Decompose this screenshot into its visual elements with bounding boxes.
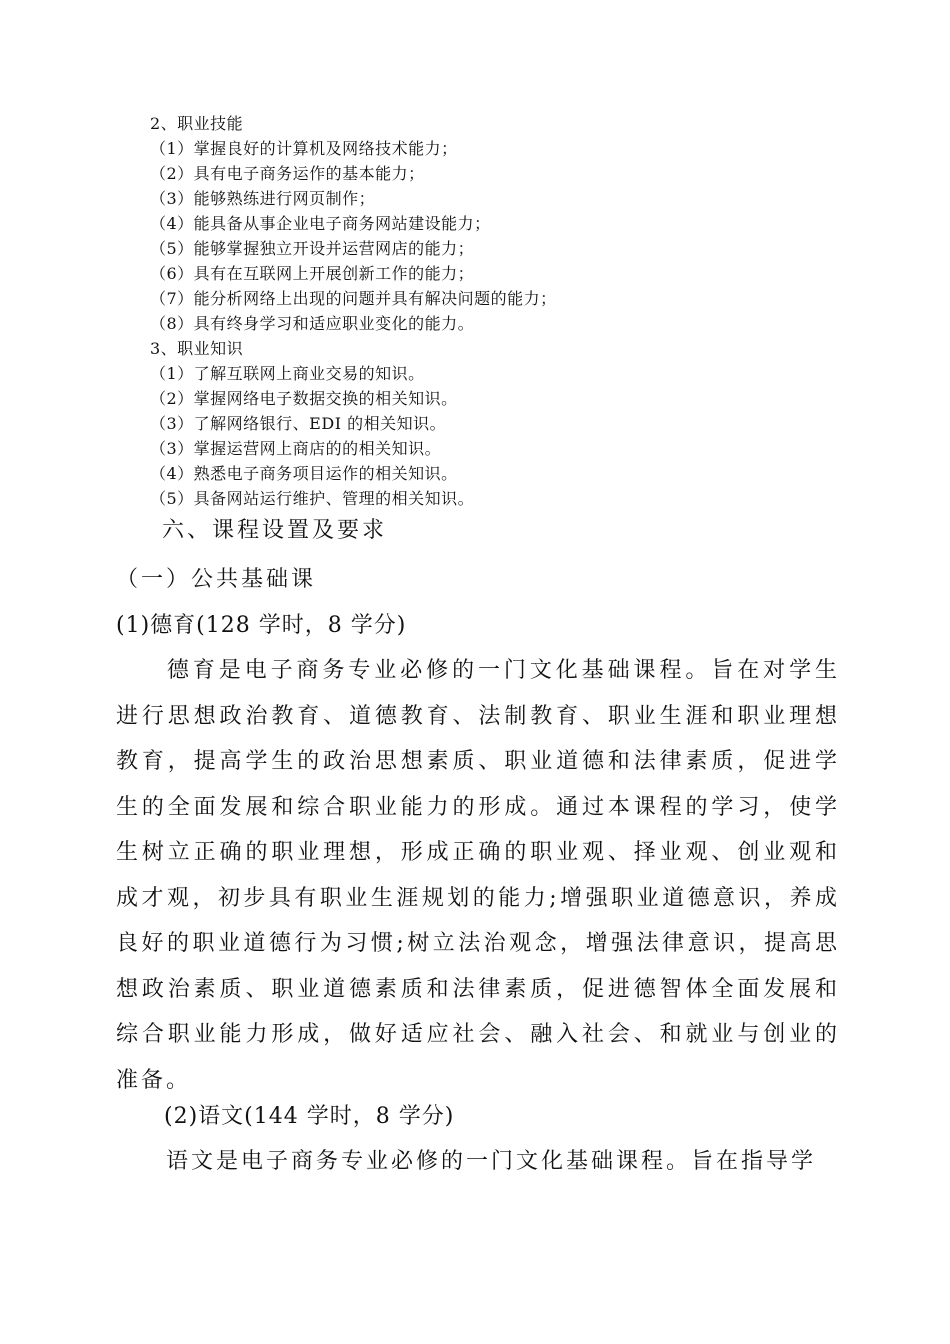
skills-item-1: （1）掌握良好的计算机及网络技术能力；: [150, 139, 458, 158]
course-1-body-text: 德育是电子商务专业必修的一门文化基础课程。旨在对学生进行思想政治教育、道德教育、法制教育、职业生涯和职业理想教育，提高学生的政治思想素质、职业道德和法律素质，促进学生的全面发展和综合职业能力的形成。通过本课程的学习，使学生树立正确的职业理想，形成正确的职业观、择业观、创业观和成才观，初步具有职业生涯规划的能力;增强职业道德意识，养成良好的职业道德行为习惯;树立法治观念，增强法律意识，提高思想政治素质、职业道德素质和法律素质，促进德智体全面发展和综合职业能力形成，做好适应社会、融入社会、和就业与创业的准备。: [116, 658, 840, 1093]
knowledge-item-5: （4）熟悉电子商务项目运作的相关知识。: [150, 464, 458, 483]
course-2-body: [116, 1139, 840, 1185]
knowledge-item-4: （3）掌握运营网上商店的的相关知识。: [150, 439, 442, 458]
knowledge-item-3: （3）了解网络银行、EDI 的相关知识。: [150, 414, 447, 433]
skills-item-7: （7）能分析网络上出现的问题并具有解决问题的能力；: [150, 289, 557, 308]
course-2-body-text: 语文是电子商务专业必修的一门文化基础课程。旨在指导学: [166, 1149, 817, 1174]
subsection-title: （一）公共基础课: [116, 567, 317, 592]
skills-item-6: （6）具有在互联网上开展创新工作的能力；: [150, 264, 475, 283]
section-title: 六、课程设置及要求: [162, 518, 388, 543]
knowledge-item-1: （1）了解互联网上商业交易的知识。: [150, 364, 425, 383]
skills-item-2: （2）具有电子商务运作的基本能力；: [150, 164, 425, 183]
skills-item-4: （4）能具备从事企业电子商务网站建设能力；: [150, 214, 491, 233]
knowledge-item-6: （5）具备网站运行维护、管理的相关知识。: [150, 489, 475, 508]
course-1-body: [116, 648, 840, 1103]
knowledge-item-2: （2）掌握网络电子数据交换的相关知识。: [150, 389, 458, 408]
skills-item-8: （8）具有终身学习和适应职业变化的能力。: [150, 314, 475, 333]
knowledge-heading: 3、职业知识: [150, 339, 244, 358]
course-1-title: (1)德育(128 学时，8 学分): [116, 613, 407, 638]
course-2-title: (2)语文(144 学时，8 学分): [164, 1104, 455, 1129]
skills-heading: 2、职业技能: [150, 114, 244, 133]
skills-item-3: （3）能够熟练进行网页制作；: [150, 189, 376, 208]
skills-item-5: （5）能够掌握独立开设并运营网店的能力；: [150, 239, 475, 258]
